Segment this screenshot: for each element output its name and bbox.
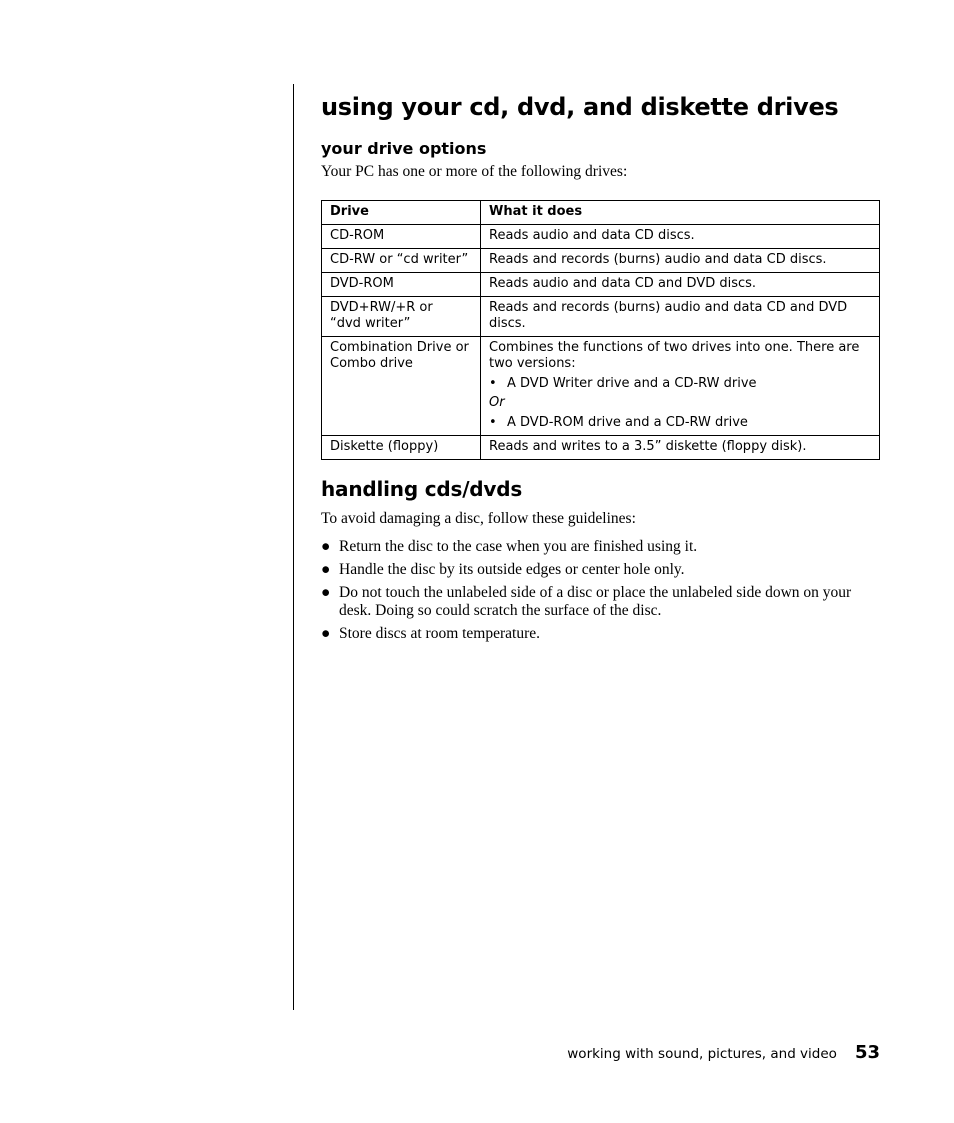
- table-row: [322, 337, 880, 436]
- list-item: [321, 561, 881, 579]
- combo-option-1-text: A DVD Writer drive and a CD-RW drive: [507, 376, 757, 391]
- table-cell-what: Reads audio and data CD and DVD discs.: [481, 273, 880, 297]
- list-item: [321, 584, 881, 620]
- table-cell-what: Reads and records (burns) audio and data CD discs.: [481, 249, 880, 273]
- bullet-icon: ●: [321, 625, 331, 642]
- combo-or: Or: [489, 395, 505, 410]
- page-content: [321, 88, 881, 648]
- page-footer: [567, 1042, 880, 1063]
- combo-description: Combines the functions of two drives into one. There are two versions:: [489, 340, 860, 371]
- guidelines-list: [321, 538, 881, 643]
- list-item-text: Return the disc to the case when you are finished using it.: [339, 538, 698, 555]
- footer-chapter-label: working with sound, pictures, and video: [567, 1046, 837, 1062]
- list-item-text: Do not touch the unlabeled side of a disc or place the unlabeled side down on your desk. Doing so could scratch the surface of the disc.: [339, 584, 852, 619]
- table-cell-what-combo: [481, 337, 880, 436]
- table-cell-what: Reads and writes to a 3.5” diskette (floppy disk).: [481, 436, 880, 460]
- bullet-icon: ●: [321, 538, 331, 555]
- margin-rule: [293, 84, 294, 1010]
- drives-table: [321, 200, 880, 460]
- combo-option-1: [489, 376, 871, 392]
- table-cell-what: Reads audio and data CD discs.: [481, 225, 880, 249]
- bullet-icon: •: [489, 415, 497, 430]
- list-item-text: Handle the disc by its outside edges or center hole only.: [339, 561, 685, 578]
- table-cell-drive: Combination Drive or Combo drive: [322, 337, 481, 436]
- bullet-icon: ●: [321, 584, 331, 601]
- table-header-what-it-does: What it does: [481, 201, 880, 225]
- bullet-icon: ●: [321, 561, 331, 578]
- drive-options-intro: Your PC has one or more of the following drives:: [321, 163, 628, 180]
- combo-option-2: [489, 415, 871, 431]
- table-row: [322, 273, 880, 297]
- table-cell-what: Reads and records (burns) audio and data CD and DVD discs.: [481, 297, 880, 337]
- table-row: [322, 249, 880, 273]
- section-heading-handling: handling cds/dvds: [321, 477, 523, 501]
- table-cell-drive: Diskette (floppy): [322, 436, 481, 460]
- table-cell-drive: DVD+RW/+R or “dvd writer”: [322, 297, 481, 337]
- table-row: [322, 297, 880, 337]
- table-row: [322, 436, 880, 460]
- table-header-drive: Drive: [322, 201, 481, 225]
- table-header-row: [322, 201, 880, 225]
- bullet-icon: •: [489, 376, 497, 391]
- section-heading-drive-options: your drive options: [321, 139, 487, 158]
- list-item: [321, 538, 881, 556]
- table-cell-drive: CD-ROM: [322, 225, 481, 249]
- table-row: [322, 225, 880, 249]
- table-cell-drive: DVD-ROM: [322, 273, 481, 297]
- list-item-text: Store discs at room temperature.: [339, 625, 541, 642]
- combo-option-2-text: A DVD-ROM drive and a CD-RW drive: [507, 415, 748, 430]
- list-item: [321, 625, 881, 643]
- page-number: 53: [854, 1042, 880, 1063]
- page-title: using your cd, dvd, and diskette drives: [321, 93, 839, 121]
- handling-intro: To avoid damaging a disc, follow these guidelines:: [321, 510, 636, 527]
- table-cell-drive: CD-RW or “cd writer”: [322, 249, 481, 273]
